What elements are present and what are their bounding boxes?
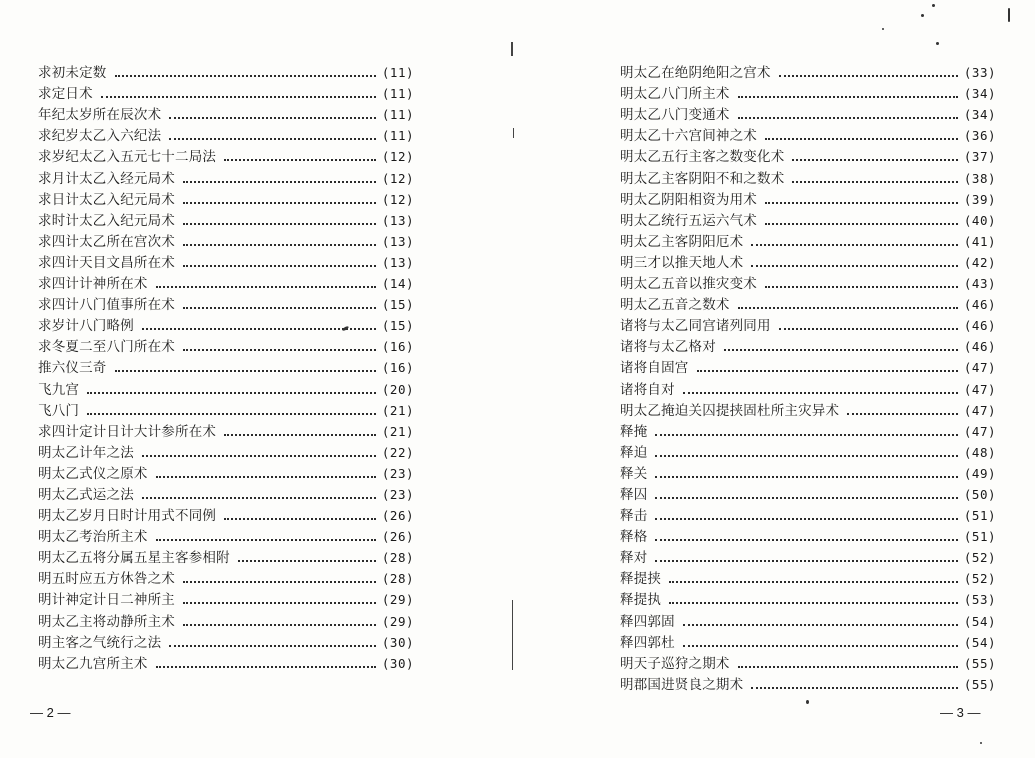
toc-entry — [620, 82, 996, 103]
entry-title: 明天子巡狩之期术 — [620, 655, 730, 672]
entry-page-number: (51) — [963, 508, 996, 524]
entry-page-number: (39) — [963, 191, 996, 207]
scan-speck — [1008, 8, 1010, 22]
entry-title: 求纪岁太乙入六纪法 — [38, 128, 162, 145]
entry-page-number: (46) — [963, 318, 996, 334]
dot-leader — [724, 349, 958, 351]
entry-title: 明太乙主将动静所主术 — [38, 613, 175, 630]
entry-title: 释迫 — [620, 444, 648, 461]
entry-title: 明郡国进贤良之期术 — [620, 676, 744, 693]
entry-title: 诸将与太乙格对 — [620, 339, 716, 356]
entry-page-number: (48) — [963, 444, 996, 460]
entry-title: 明太乙五将分属五星主客参相附 — [38, 550, 230, 567]
entry-page-number: (52) — [963, 550, 996, 566]
entry-title: 明太乙主客阴阳厄术 — [620, 233, 744, 250]
toc-entry — [38, 356, 414, 377]
entry-page-number: (29) — [381, 592, 414, 608]
dot-leader — [183, 244, 376, 246]
toc-right-page — [620, 61, 996, 694]
toc-entry — [620, 209, 996, 230]
entry-title: 明太乙岁月日时计用式不同例 — [38, 508, 217, 525]
entry-title: 明太乙统行五运六气术 — [620, 212, 757, 229]
toc-entry — [620, 483, 996, 504]
dot-leader — [669, 581, 958, 583]
dot-leader — [183, 223, 376, 225]
dot-leader — [792, 159, 957, 161]
toc-entry — [620, 462, 996, 483]
entry-page-number: (23) — [381, 465, 414, 481]
dot-leader — [238, 560, 376, 562]
entry-page-number: (34) — [963, 86, 996, 102]
dot-leader — [115, 370, 376, 372]
entry-page-number: (47) — [963, 381, 996, 397]
toc-entry — [38, 525, 414, 546]
toc-entry — [38, 61, 414, 82]
toc-entry — [620, 504, 996, 525]
toc-entry — [620, 272, 996, 293]
dot-leader — [655, 560, 957, 562]
toc-entry — [38, 124, 414, 145]
entry-title: 诸将自对 — [620, 381, 675, 398]
entry-page-number: (46) — [963, 297, 996, 313]
entry-page-number: (47) — [963, 423, 996, 439]
entry-page-number: (55) — [963, 676, 996, 692]
dot-leader — [847, 413, 958, 415]
toc-entry — [38, 504, 414, 525]
toc-entry — [38, 609, 414, 630]
entry-title: 释囚 — [620, 486, 648, 503]
entry-title: 求岁计八门略例 — [38, 318, 134, 335]
entry-page-number: (21) — [381, 402, 414, 418]
dot-leader — [101, 96, 376, 98]
entry-page-number: (12) — [381, 170, 414, 186]
entry-page-number: (13) — [381, 254, 414, 270]
entry-page-number: (43) — [963, 276, 996, 292]
entry-title: 求冬夏二至八门所在术 — [38, 339, 175, 356]
entry-title: 明太乙八门所主术 — [620, 86, 730, 103]
dot-leader — [169, 117, 376, 119]
dot-leader — [765, 286, 958, 288]
entry-title: 明太乙五音之数术 — [620, 297, 730, 314]
page-number-right: — 3 — — [940, 705, 981, 720]
entry-title: 明太乙主客阴阳不和之数术 — [620, 170, 785, 187]
dot-leader — [224, 518, 376, 520]
entry-title: 求四计太乙所在宫次术 — [38, 233, 175, 250]
dot-leader — [792, 181, 957, 183]
entry-page-number: (52) — [963, 571, 996, 587]
entry-page-number: (37) — [963, 149, 996, 165]
entry-page-number: (28) — [381, 550, 414, 566]
dot-leader — [751, 265, 958, 267]
entry-page-number: (30) — [381, 655, 414, 671]
entry-title: 释掩 — [620, 423, 648, 440]
dot-leader — [738, 307, 958, 309]
dot-leader — [115, 75, 376, 77]
dot-leader — [183, 349, 376, 351]
dot-leader — [779, 75, 958, 77]
entry-page-number: (21) — [381, 423, 414, 439]
entry-title: 求四计计神所在术 — [38, 276, 148, 293]
entry-page-number: (26) — [381, 508, 414, 524]
toc-entry — [38, 145, 414, 166]
entry-page-number: (15) — [381, 297, 414, 313]
entry-title: 释四郭固 — [620, 613, 675, 630]
entry-title: 释提挟 — [620, 571, 662, 588]
toc-entry — [38, 272, 414, 293]
entry-title: 明太乙九宫所主术 — [38, 655, 148, 672]
toc-entry — [38, 166, 414, 187]
entry-page-number: (55) — [963, 655, 996, 671]
entry-page-number: (15) — [381, 318, 414, 334]
entry-title: 求四计天目文昌所在术 — [38, 254, 175, 271]
entry-title: 明主客之气统行之法 — [38, 634, 162, 651]
toc-entry — [620, 166, 996, 187]
toc-entry — [620, 230, 996, 251]
toc-entry — [620, 103, 996, 124]
entry-page-number: (13) — [381, 233, 414, 249]
toc-entry — [38, 546, 414, 567]
entry-page-number: (29) — [381, 613, 414, 629]
scan-speck — [936, 42, 939, 45]
toc-entry — [620, 251, 996, 272]
dot-leader — [183, 202, 376, 204]
dot-leader — [183, 581, 376, 583]
entry-page-number: (38) — [963, 170, 996, 186]
entry-title: 飞九宫 — [38, 381, 80, 398]
dot-leader — [169, 138, 376, 140]
dot-leader — [183, 307, 376, 309]
toc-entry — [38, 567, 414, 588]
toc-entry — [38, 293, 414, 314]
entry-page-number: (41) — [963, 233, 996, 249]
entry-title: 释击 — [620, 508, 648, 525]
toc-entry — [620, 188, 996, 209]
toc-entry — [38, 103, 414, 124]
entry-title: 诸将自固宫 — [620, 360, 689, 377]
toc-entry — [38, 251, 414, 272]
dot-leader — [183, 624, 376, 626]
dot-leader — [669, 602, 958, 604]
dot-leader — [183, 181, 376, 183]
entry-page-number: (23) — [381, 486, 414, 502]
toc-entry — [38, 483, 414, 504]
entry-page-number: (33) — [963, 65, 996, 81]
dot-leader — [142, 328, 376, 330]
toc-entry — [38, 399, 414, 420]
toc-entry — [38, 420, 414, 441]
toc-entry — [38, 82, 414, 103]
dot-leader — [765, 223, 958, 225]
scan-speck — [980, 742, 982, 744]
entry-page-number: (47) — [963, 402, 996, 418]
toc-entry — [620, 293, 996, 314]
dot-leader — [655, 476, 957, 478]
dot-leader — [655, 539, 957, 541]
dot-leader — [765, 138, 958, 140]
toc-entry — [620, 420, 996, 441]
entry-page-number: (46) — [963, 339, 996, 355]
dot-leader — [156, 476, 376, 478]
entry-title: 诸将与太乙同宫诸列同用 — [620, 318, 771, 335]
entry-page-number: (47) — [963, 360, 996, 376]
toc-entry — [38, 209, 414, 230]
toc-entry — [620, 124, 996, 145]
entry-title: 求定日术 — [38, 86, 93, 103]
dot-leader — [697, 370, 958, 372]
entry-page-number: (16) — [381, 339, 414, 355]
entry-page-number: (20) — [381, 381, 414, 397]
entry-title: 明太乙考治所主术 — [38, 529, 148, 546]
entry-title: 明太乙五行主客之数变化术 — [620, 149, 785, 166]
entry-page-number: (11) — [381, 65, 414, 81]
dot-leader — [655, 518, 957, 520]
dot-leader — [751, 687, 958, 689]
toc-left-page — [38, 61, 414, 673]
entry-page-number: (53) — [963, 592, 996, 608]
entry-title: 明计神定计日二神所主 — [38, 592, 175, 609]
entry-title: 释对 — [620, 550, 648, 567]
entry-title: 明太乙式仪之原术 — [38, 465, 148, 482]
entry-title: 明太乙式运之法 — [38, 486, 134, 503]
toc-entry — [38, 377, 414, 398]
entry-page-number: (36) — [963, 128, 996, 144]
entry-title: 明太乙十六宫间神之术 — [620, 128, 757, 145]
entry-title: 明太乙计年之法 — [38, 444, 134, 461]
entry-title: 释格 — [620, 529, 648, 546]
toc-entry — [38, 441, 414, 462]
scan-speck — [806, 700, 809, 704]
dot-leader — [183, 265, 376, 267]
toc-entry — [38, 652, 414, 673]
toc-entry — [38, 588, 414, 609]
dot-leader — [224, 159, 376, 161]
dot-leader — [142, 455, 376, 457]
entry-page-number: (11) — [381, 86, 414, 102]
toc-entry — [38, 335, 414, 356]
dot-leader — [683, 645, 958, 647]
toc-entry — [620, 314, 996, 335]
entry-title: 求时计太乙入纪元局术 — [38, 212, 175, 229]
entry-page-number: (54) — [963, 613, 996, 629]
entry-title: 明太乙阴阳相资为用术 — [620, 191, 757, 208]
toc-entry — [620, 356, 996, 377]
entry-title: 求月计太乙入经元局术 — [38, 170, 175, 187]
entry-page-number: (11) — [381, 128, 414, 144]
scan-speck — [882, 28, 884, 30]
dot-leader — [683, 624, 958, 626]
gutter-mark-top — [511, 42, 513, 56]
toc-entry — [620, 441, 996, 462]
entry-page-number: (11) — [381, 107, 414, 123]
entry-title: 求日计太乙入纪元局术 — [38, 191, 175, 208]
entry-title: 释关 — [620, 465, 648, 482]
dot-leader — [87, 413, 376, 415]
entry-title: 飞八门 — [38, 402, 80, 419]
entry-page-number: (13) — [381, 212, 414, 228]
toc-entry — [620, 588, 996, 609]
entry-title: 求四计定计日计大计参所在术 — [38, 423, 217, 440]
dot-leader — [156, 539, 376, 541]
toc-entry — [38, 230, 414, 251]
entry-title: 明太乙五音以推灾变术 — [620, 276, 757, 293]
entry-page-number: (28) — [381, 571, 414, 587]
toc-entry — [620, 377, 996, 398]
toc-entry — [620, 631, 996, 652]
dot-leader — [156, 666, 376, 668]
entry-title: 推六仪三奇 — [38, 360, 107, 377]
dot-leader — [142, 497, 376, 499]
entry-title: 释提执 — [620, 592, 662, 609]
entry-page-number: (40) — [963, 212, 996, 228]
dot-leader — [683, 392, 958, 394]
scan-speck — [921, 14, 924, 17]
toc-entry — [38, 314, 414, 335]
entry-page-number: (12) — [381, 191, 414, 207]
dot-leader — [183, 602, 376, 604]
entry-page-number: (49) — [963, 465, 996, 481]
gutter-mark-middle — [513, 128, 514, 138]
toc-entry — [620, 652, 996, 673]
toc-entry — [620, 335, 996, 356]
dot-leader — [655, 455, 957, 457]
dot-leader — [779, 328, 958, 330]
dot-leader — [655, 434, 957, 436]
entry-page-number: (12) — [381, 149, 414, 165]
toc-entry — [38, 188, 414, 209]
entry-page-number: (50) — [963, 486, 996, 502]
entry-title: 释四郭杜 — [620, 634, 675, 651]
entry-title: 求初未定数 — [38, 65, 107, 82]
dot-leader — [738, 666, 958, 668]
dot-leader — [169, 645, 376, 647]
toc-entry — [620, 546, 996, 567]
toc-entry — [38, 631, 414, 652]
entry-title: 求四计八门值事所在术 — [38, 297, 175, 314]
gutter-mark-bottom — [512, 600, 513, 670]
dot-leader — [738, 117, 958, 119]
dot-leader — [156, 286, 376, 288]
toc-entry — [620, 525, 996, 546]
toc-entry — [38, 462, 414, 483]
entry-title: 明三才以推天地人术 — [620, 254, 744, 271]
dot-leader — [751, 244, 958, 246]
dot-leader — [738, 96, 958, 98]
entry-title: 明太乙在绝阴绝阳之宫术 — [620, 65, 771, 82]
dot-leader — [224, 434, 376, 436]
entry-page-number: (51) — [963, 529, 996, 545]
entry-page-number: (16) — [381, 360, 414, 376]
entry-title: 明太乙八门变通术 — [620, 107, 730, 124]
entry-page-number: (26) — [381, 529, 414, 545]
entry-page-number: (30) — [381, 634, 414, 650]
entry-title: 明太乙掩迫关囚提挟固杜所主灾异术 — [620, 402, 840, 419]
dot-leader — [655, 497, 957, 499]
toc-entry — [620, 609, 996, 630]
scan-speck — [932, 4, 935, 7]
entry-page-number: (34) — [963, 107, 996, 123]
toc-entry — [620, 673, 996, 694]
entry-title: 年纪太岁所在辰次术 — [38, 107, 162, 124]
entry-title: 明五时应五方休咎之术 — [38, 571, 175, 588]
toc-entry — [620, 399, 996, 420]
dot-leader — [87, 392, 376, 394]
entry-page-number: (42) — [963, 254, 996, 270]
entry-page-number: (22) — [381, 444, 414, 460]
toc-entry — [620, 145, 996, 166]
entry-title: 求岁纪太乙入五元七十二局法 — [38, 149, 217, 166]
entry-page-number: (14) — [381, 276, 414, 292]
page-number-left: — 2 — — [30, 705, 71, 720]
toc-entry — [620, 567, 996, 588]
entry-page-number: (54) — [963, 634, 996, 650]
toc-entry — [620, 61, 996, 82]
dot-leader — [765, 202, 958, 204]
